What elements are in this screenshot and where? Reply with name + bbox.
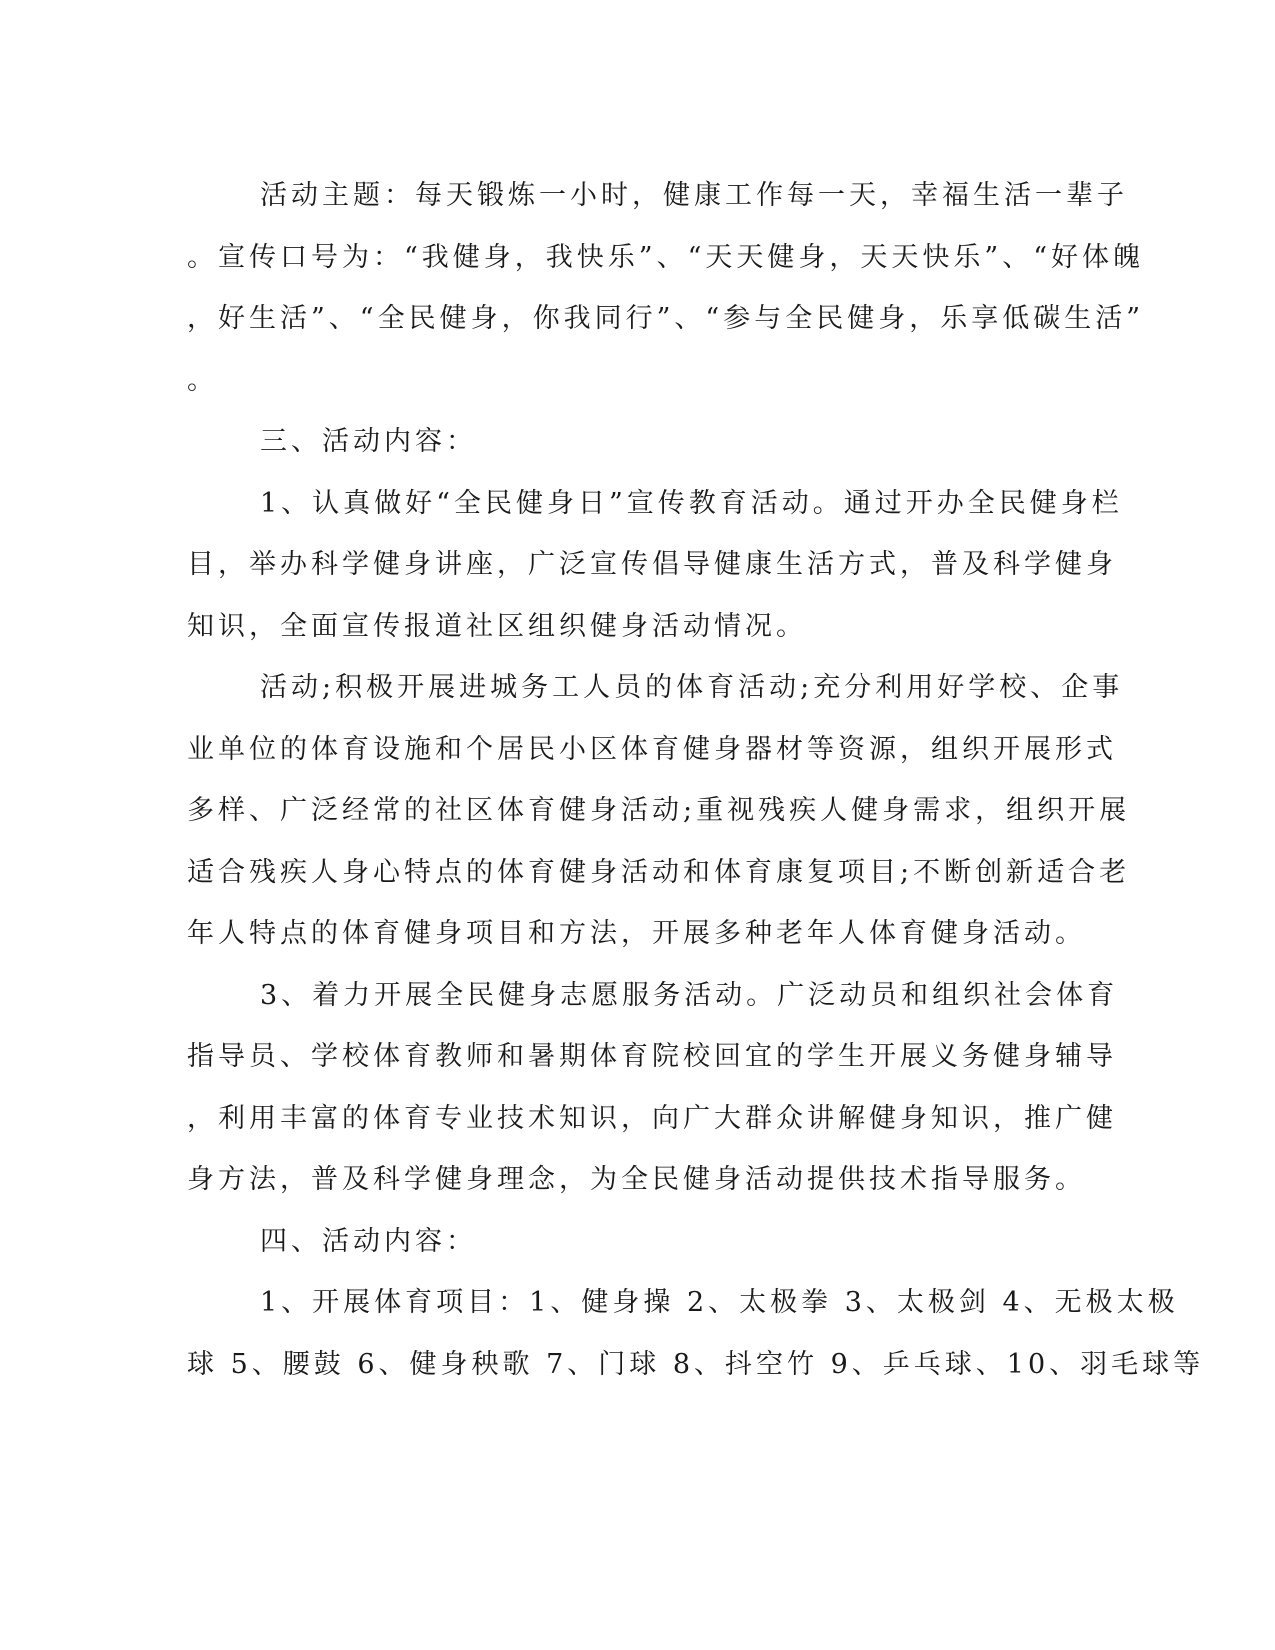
- text-line: 活动;积极开展进城务工人员的体育活动;充分利用好学校、企事: [260, 672, 1124, 703]
- text-line: 。: [187, 364, 218, 396]
- text-line: ，利用丰富的体育专业技术知识，向广大群众讲解健身知识，推广健: [187, 1102, 1117, 1134]
- text-line: 身方法，普及科学健身理念，为全民健身活动提供技术指导服务。: [187, 1164, 1086, 1195]
- text-line: ，好生活”、“全民健身，你我同行”、“参与全民健身，乐享低碳生活”: [187, 303, 1145, 334]
- text-line: 知识，全面宣传报道社区组织健身活动情况。: [187, 610, 807, 642]
- section-heading: 三、活动内容：: [260, 426, 477, 457]
- text-line: 1、开展体育项目：1、健身操 2、太极拳 3、太极剑 4、无极太极: [260, 1287, 1179, 1318]
- text-line: 。宣传口号为：“我健身，我快乐”、“天天健身，天天快乐”、“好体魄: [187, 241, 1145, 273]
- document-body: [187, 165, 1205, 1395]
- text-line: 适合残疾人身心特点的体育健身活动和体育康复项目;不断创新适合老: [187, 856, 1131, 888]
- text-line: 指导员、学校体育教师和暑期体育院校回宜的学生开展义务健身辅导: [187, 1041, 1117, 1072]
- text-line: 年人特点的体育健身项目和方法，开展多种老年人体育健身活动。: [187, 918, 1086, 949]
- text-line: 目，举办科学健身讲座，广泛宣传倡导健康生活方式，普及科学健身: [187, 549, 1117, 580]
- text-line: 多样、广泛经常的社区体育健身活动;重视残疾人健身需求，组织开展: [187, 795, 1131, 826]
- text-line: 球 5、腰鼓 6、健身秧歌 7、门球 8、抖空竹 9、乒乓球、10、羽毛球等: [187, 1348, 1205, 1380]
- text-line: 1、认真做好“全民健身日”宣传教育活动。通过开办全民健身栏: [260, 487, 1123, 519]
- text-line: 3、着力开展全民健身志愿服务活动。广泛动员和组织社会体育: [260, 979, 1119, 1011]
- section-heading: 四、活动内容：: [260, 1225, 477, 1257]
- text-line: 业单位的体育设施和个居民小区体育健身器材等资源，组织开展形式: [187, 733, 1117, 765]
- text-line: 活动主题：每天锻炼一小时，健康工作每一天，幸福生活一辈子: [260, 180, 1128, 211]
